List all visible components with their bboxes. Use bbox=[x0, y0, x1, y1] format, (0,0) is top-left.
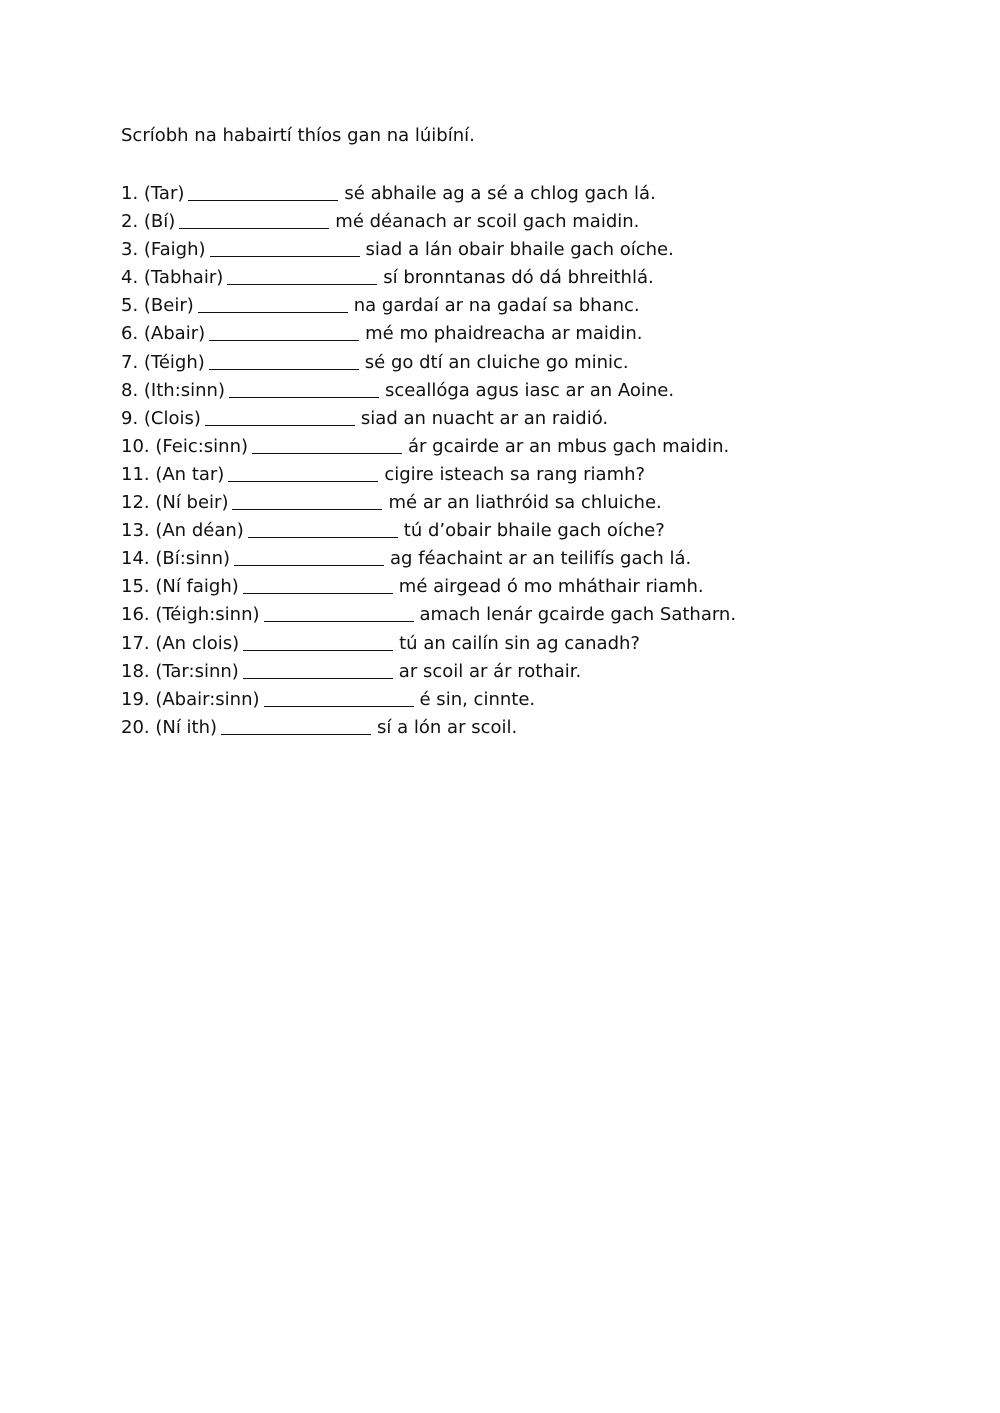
question-prompt: 12. (Ní beir) bbox=[121, 492, 229, 514]
question-prompt: 18. (Tar:sinn) bbox=[121, 660, 239, 682]
question-sentence: siad an nuacht ar an raidió. bbox=[360, 407, 609, 429]
question-prompt: 14. (Bí:sinn) bbox=[121, 548, 231, 570]
question-item bbox=[121, 377, 736, 405]
answer-blank[interactable] bbox=[227, 266, 377, 285]
question-prompt: 15. (Ní faigh) bbox=[121, 576, 239, 598]
question-sentence: sé abhaile ag a sé a chlog gach lá. bbox=[344, 183, 656, 204]
question-sentence: ar scoil ar ár rothair. bbox=[398, 660, 582, 682]
answer-blank[interactable] bbox=[248, 519, 398, 538]
question-prompt: 6. (Abair) bbox=[121, 323, 206, 345]
answer-blank[interactable] bbox=[234, 547, 384, 566]
answer-blank[interactable] bbox=[232, 491, 382, 510]
answer-blank[interactable] bbox=[205, 407, 355, 426]
answer-blank[interactable] bbox=[243, 575, 393, 594]
question-prompt: 5. (Beir) bbox=[121, 295, 194, 317]
question-item bbox=[121, 658, 736, 686]
question-prompt: 11. (An tar) bbox=[121, 463, 225, 485]
answer-blank[interactable] bbox=[179, 210, 329, 229]
answer-blank[interactable] bbox=[198, 294, 348, 313]
question-sentence: siad a lán obair bhaile gach oíche. bbox=[365, 239, 674, 261]
question-item bbox=[121, 264, 736, 292]
answer-blank[interactable] bbox=[252, 435, 402, 454]
answer-blank[interactable] bbox=[209, 322, 359, 341]
question-prompt: 13. (An déan) bbox=[121, 520, 244, 542]
question-item bbox=[121, 236, 736, 264]
question-prompt: 10. (Feic:sinn) bbox=[121, 435, 248, 457]
question-item bbox=[121, 405, 736, 433]
question-prompt: 16. (Téigh:sinn) bbox=[121, 604, 260, 626]
question-item bbox=[121, 601, 736, 629]
question-sentence: amach lenár gcairde gach Satharn. bbox=[419, 604, 737, 626]
question-sentence: sí a lón ar scoil. bbox=[377, 716, 518, 738]
question-item bbox=[121, 573, 736, 601]
question-item bbox=[121, 349, 736, 377]
answer-blank[interactable] bbox=[209, 351, 359, 370]
question-prompt: 17. (An clois) bbox=[121, 632, 240, 654]
answer-blank[interactable] bbox=[221, 716, 371, 735]
question-sentence: ag féachaint ar an teilifís gach lá. bbox=[390, 548, 692, 570]
question-sentence: ár gcairde ar an mbus gach maidin. bbox=[408, 435, 730, 457]
question-sentence: sé go dtí an cluiche go minic. bbox=[364, 351, 629, 373]
question-sentence: mé airgead ó mo mháthair riamh. bbox=[398, 576, 704, 598]
question-sentence: tú d’obair bhaile gach oíche? bbox=[403, 520, 665, 542]
answer-blank[interactable] bbox=[228, 463, 378, 482]
question-item bbox=[121, 545, 736, 573]
question-sentence: sceallóga agus iasc ar an Aoine. bbox=[384, 379, 675, 401]
question-sentence: mé déanach ar scoil gach maidin. bbox=[335, 211, 640, 233]
question-item bbox=[121, 461, 736, 489]
question-item bbox=[121, 208, 736, 236]
question-sentence: sí bronntanas dó dá bhreithlá. bbox=[383, 267, 654, 289]
answer-blank[interactable] bbox=[243, 632, 393, 651]
question-item bbox=[121, 180, 736, 208]
question-sentence: mé ar an liathróid sa chluiche. bbox=[388, 492, 662, 514]
question-item bbox=[121, 433, 736, 461]
question-prompt: 3. (Faigh) bbox=[121, 239, 206, 261]
question-prompt: 19. (Abair:sinn) bbox=[121, 688, 260, 710]
question-prompt: 9. (Clois) bbox=[121, 407, 201, 429]
question-sentence: mé mo phaidreacha ar maidin. bbox=[365, 323, 643, 345]
question-sentence: na gardaí ar na gadaí sa bhanc. bbox=[353, 295, 640, 317]
answer-blank[interactable] bbox=[229, 379, 379, 398]
question-item bbox=[121, 686, 736, 714]
question-sentence: cigire isteach sa rang riamh? bbox=[384, 463, 646, 485]
question-prompt: 8. (Ith:sinn) bbox=[121, 379, 225, 401]
question-item bbox=[121, 320, 736, 348]
question-prompt: 20. (Ní ith) bbox=[121, 716, 218, 738]
instruction-text: Scríobh na habairtí thíos gan na lúibíní. bbox=[121, 125, 475, 146]
answer-blank[interactable] bbox=[188, 182, 338, 201]
question-prompt: 4. (Tabhair) bbox=[121, 267, 224, 289]
question-sentence: é sin, cinnte. bbox=[419, 688, 536, 710]
question-item bbox=[121, 517, 736, 545]
question-prompt: 7. (Téigh) bbox=[121, 351, 205, 373]
question-prompt: 1. (Tar) bbox=[121, 183, 185, 204]
answer-blank[interactable] bbox=[243, 660, 393, 679]
question-sentence: tú an cailín sin ag canadh? bbox=[399, 632, 640, 654]
question-item bbox=[121, 714, 736, 742]
question-item bbox=[121, 630, 736, 658]
answer-blank[interactable] bbox=[264, 688, 414, 707]
answer-blank[interactable] bbox=[264, 603, 414, 622]
answer-blank[interactable] bbox=[210, 238, 360, 257]
question-prompt: 2. (Bí) bbox=[121, 211, 176, 233]
question-item bbox=[121, 292, 736, 320]
question-item bbox=[121, 489, 736, 517]
question-list bbox=[121, 180, 736, 742]
